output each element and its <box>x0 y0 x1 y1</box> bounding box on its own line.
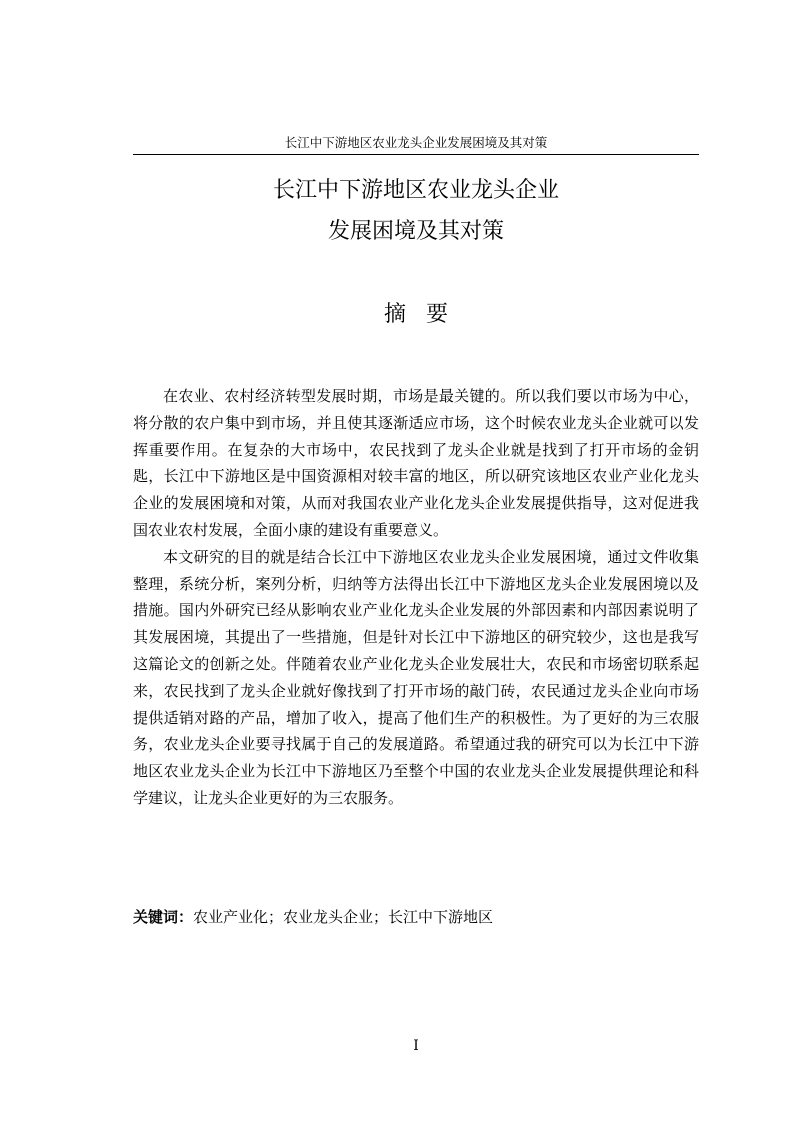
abstract-body <box>133 383 699 812</box>
keywords-line <box>133 906 699 928</box>
running-header: 长江中下游地区农业龙头企业发展困境及其对策 <box>284 135 548 150</box>
abstract-heading: 摘要 <box>383 302 468 327</box>
abstract-paragraph-2: 本文研究的目的就是结合长江中下游地区农业龙头企业发展困境，通过文件收集整理，系统分析，案列分析，归纳等方法得出长江中下游地区龙头企业发展困境以及措施。国内外研究已经从影响农业产业化龙头企业发展的外部因素和内部因素说明了其发展困境，其提出了一些措施，但是针对长江中下游地区的研究较少，这也是我写这篇论文的创新之处。伴随着农业产业化龙头企业发展壮大，农民和市场密切联系起来，农民找到了龙头企业就好像找到了打开市场的敲门砖，农民通过龙头企业向市场提供适销对路的产品，增加了收入，提高了他们生产的积极性。为了更好的为三农服务，农业龙头企业要寻找属于自己的发展道路。希望通过我的研究可以为长江中下游地区农业龙头企业为长江中下游地区乃至整个中国的农业龙头企业发展提供理论和科学建议，让龙头企业更好的为三农服务。 <box>133 547 699 807</box>
header-divider <box>133 154 699 155</box>
keywords-label: 关键词： <box>133 908 194 926</box>
keywords-value: 农业产业化；农业龙头企业；长江中下游地区 <box>193 908 494 926</box>
document-title-line-1: 长江中下游地区农业龙头企业 <box>272 178 559 203</box>
document-title-line-2: 发展困境及其对策 <box>327 219 504 244</box>
page-number: I <box>413 1038 419 1054</box>
abstract-paragraph-1: 在农业、农村经济转型发展时期，市场是最关键的。所以我们要以市场为中心，将分散的农户集中到市场，并且使其逐渐适应市场，这个时候农业龙头企业就可以发挥重要作用。在复杂的大市场中，农民找到了龙头企业就是找到了打开市场的金钥匙，长江中下游地区是中国资源相对较丰富的地区，所以研究该地区农业产业化龙头企业的发展困境和对策，从而对我国农业产业化龙头企业发展提供指导，这对促进我国农业农村发展，全面小康的建设有重要意义。 <box>133 387 699 539</box>
